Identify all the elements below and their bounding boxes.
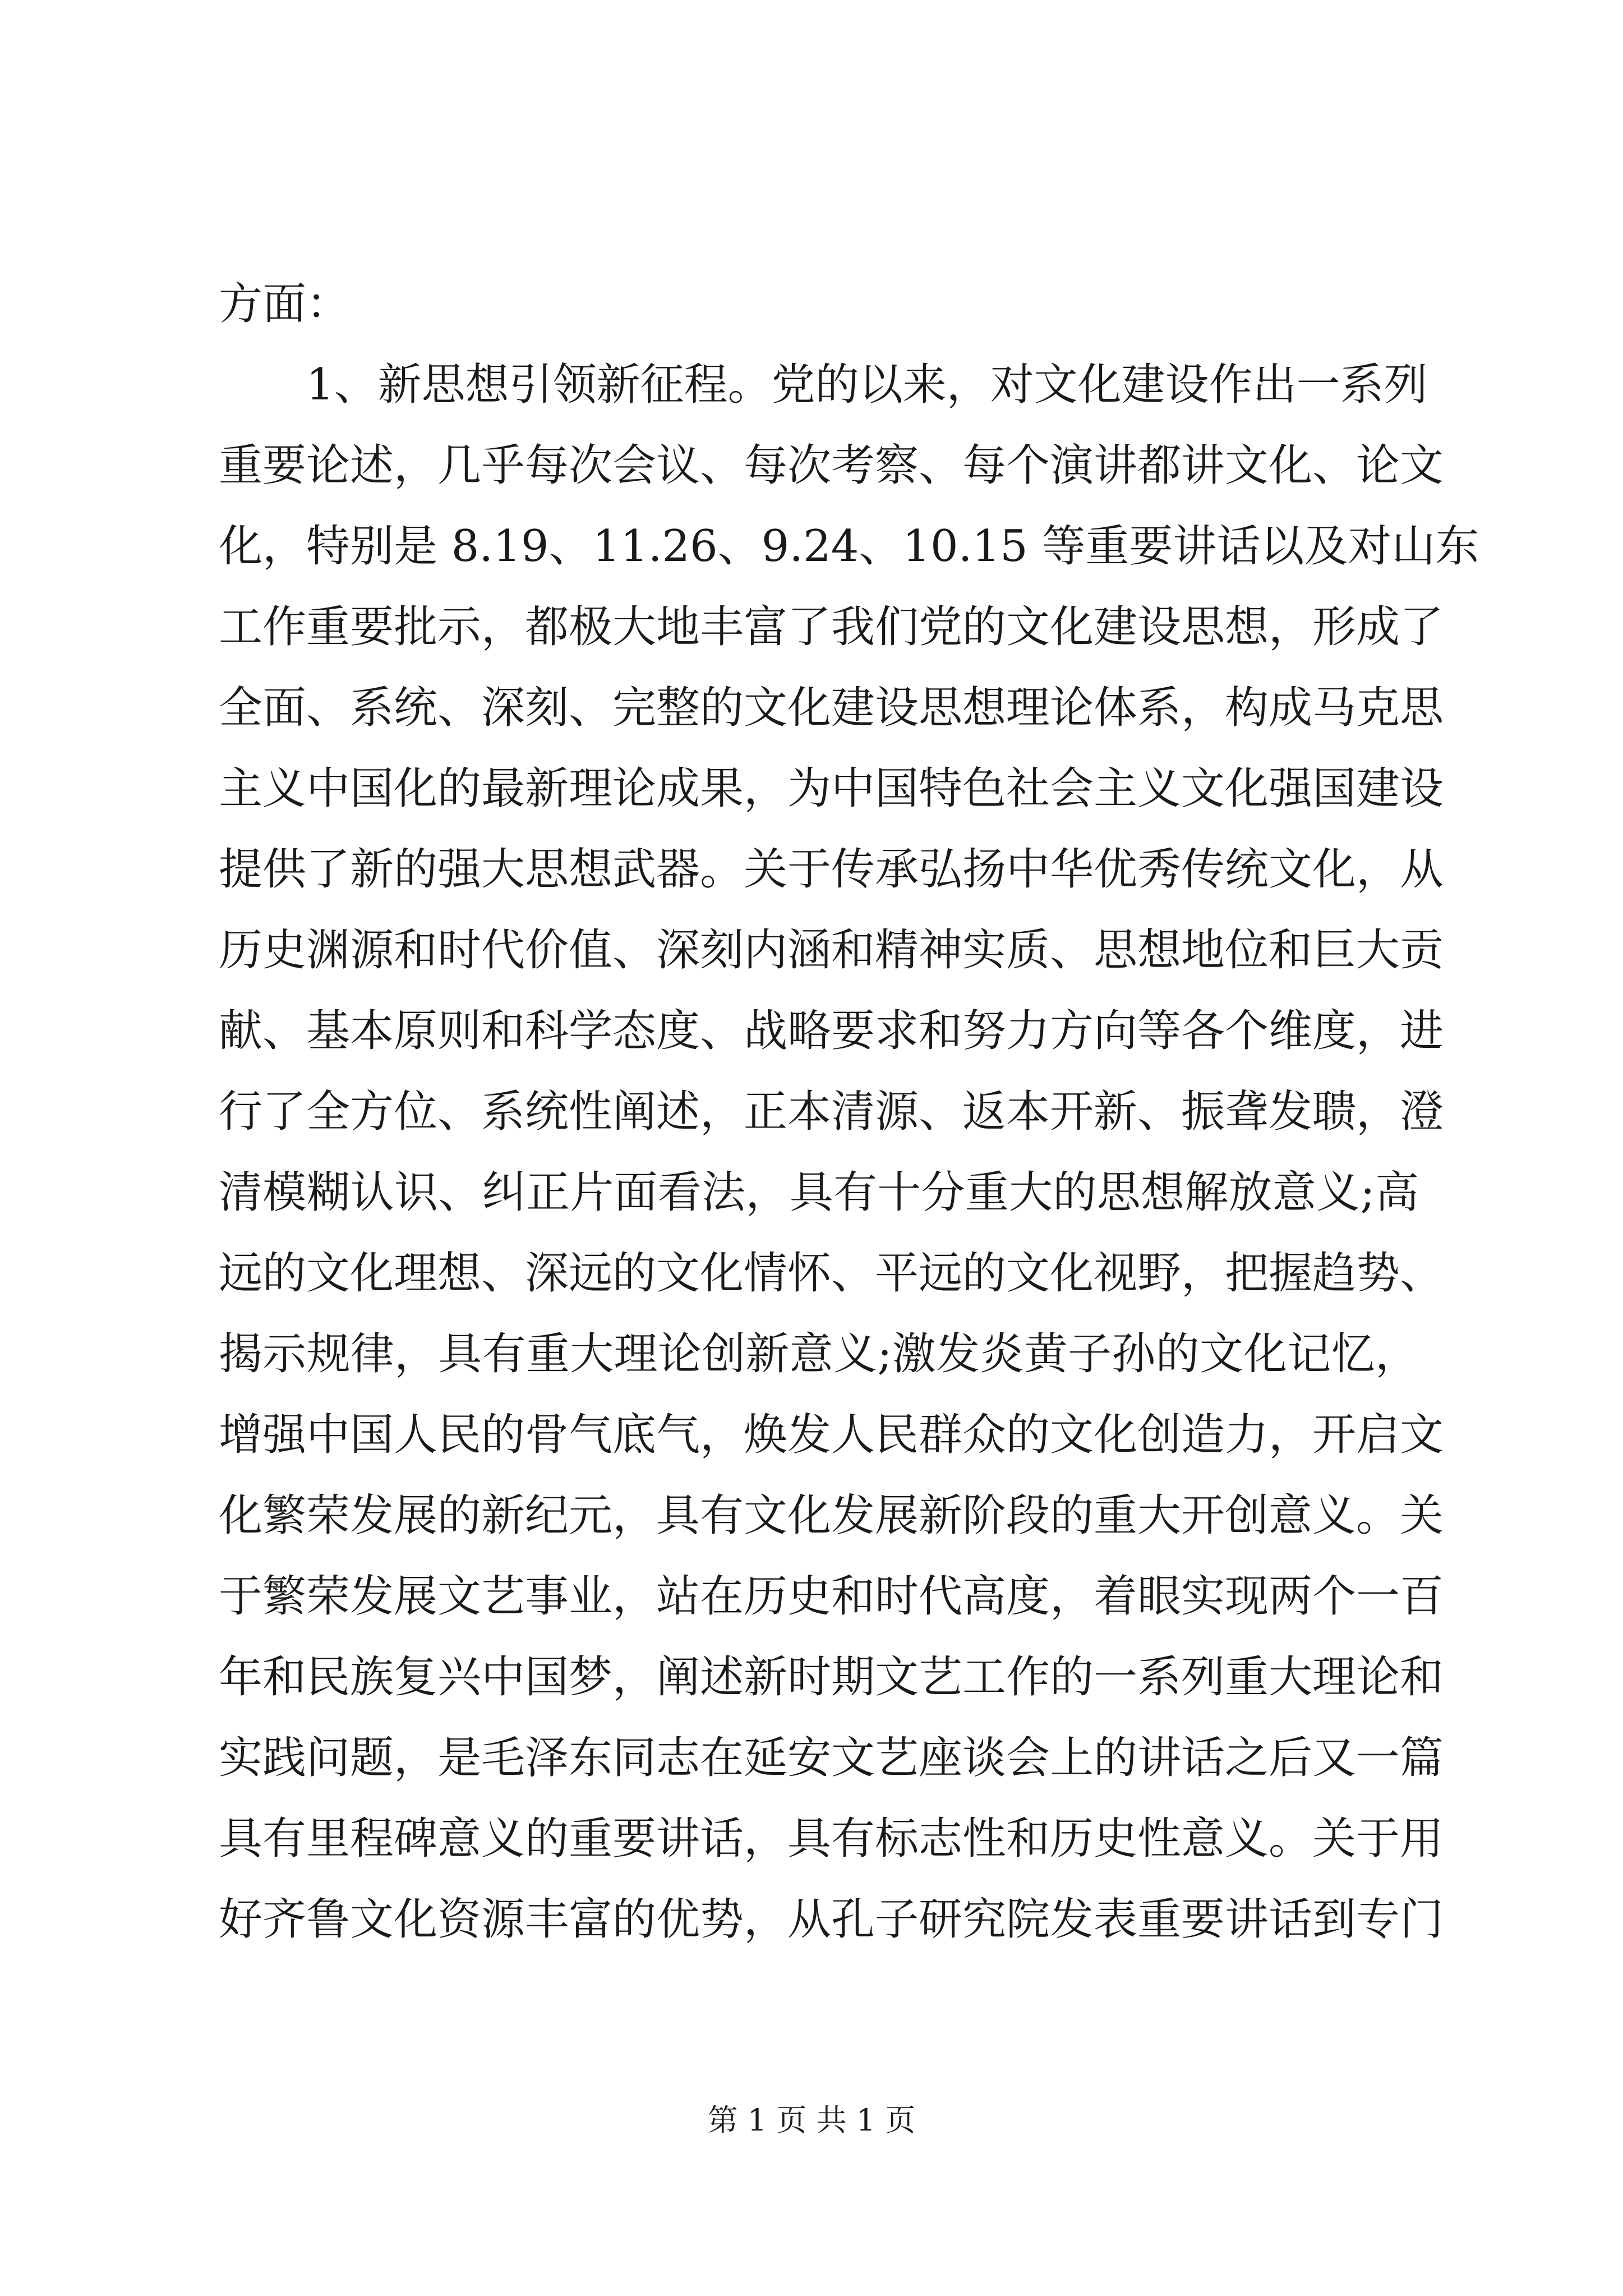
text-line: 化繁荣发展的新纪元，具有文化发展新阶段的重大开创意义。关 (219, 1490, 1444, 1541)
document-body (219, 264, 1479, 1960)
text-line: 方面： (219, 279, 351, 329)
text-line: 工作重要批示，都极大地丰富了我们党的文化建设思想，形成了 (219, 602, 1444, 652)
page-number-footer: 第 1 页 共 1 页 (707, 2102, 916, 2138)
text-line: 全面、系统、深刻、完整的文化建设思想理论体系，构成马克思 (219, 683, 1444, 733)
text-line: 增强中国人民的骨气底气，焕发人民群众的文化创造力，开启文 (219, 1410, 1444, 1460)
text-line: 行了全方位、系统性阐述，正本清源、返本开新、振聋发聩，澄 (219, 1087, 1444, 1137)
text-line: 1、新思想引领新征程。党的以来，对文化建设作出一系列 (306, 360, 1428, 410)
text-line: 年和民族复兴中国梦，阐述新时期文艺工作的一系列重大理论和 (219, 1652, 1444, 1703)
text-line: 献、基本原则和科学态度、战略要求和努力方向等各个维度，进 (219, 1006, 1444, 1056)
text-line: 提供了新的强大思想武器。关于传承弘扬中华优秀传统文化，从 (219, 844, 1444, 895)
text-line: 于繁荣发展文艺事业，站在历史和时代高度，着眼实现两个一百 (219, 1571, 1444, 1622)
text-line: 揭示规律，具有重大理论创新意义;激发炎黄子孙的文化记忆， (219, 1329, 1419, 1379)
text-line: 主义中国化的最新理论成果，为中国特色社会主义文化强国建设 (219, 763, 1444, 814)
text-line: 好齐鲁文化资源丰富的优势，从孔子研究院发表重要讲话到专门 (219, 1894, 1444, 1945)
text-line: 远的文化理想、深远的文化情怀、平远的文化视野，把握趋势、 (219, 1248, 1444, 1299)
text-line: 化，特别是 8.19、11.26、9.24、10.15 等重要讲话以及对山东 (219, 521, 1479, 572)
text-line: 实践问题，是毛泽东同志在延安文艺座谈会上的讲话之后又一篇 (219, 1733, 1444, 1783)
text-line: 历史渊源和时代价值、深刻内涵和精神实质、思想地位和巨大贡 (219, 925, 1444, 976)
text-line: 清模糊认识、纠正片面看法，具有十分重大的思想解放意义;高 (219, 1167, 1419, 1218)
text-line: 具有里程碑意义的重要讲话，具有标志性和历史性意义。关于用 (219, 1814, 1444, 1864)
text-line: 重要论述，几乎每次会议、每次考察、每个演讲都讲文化、论文 (219, 440, 1444, 491)
